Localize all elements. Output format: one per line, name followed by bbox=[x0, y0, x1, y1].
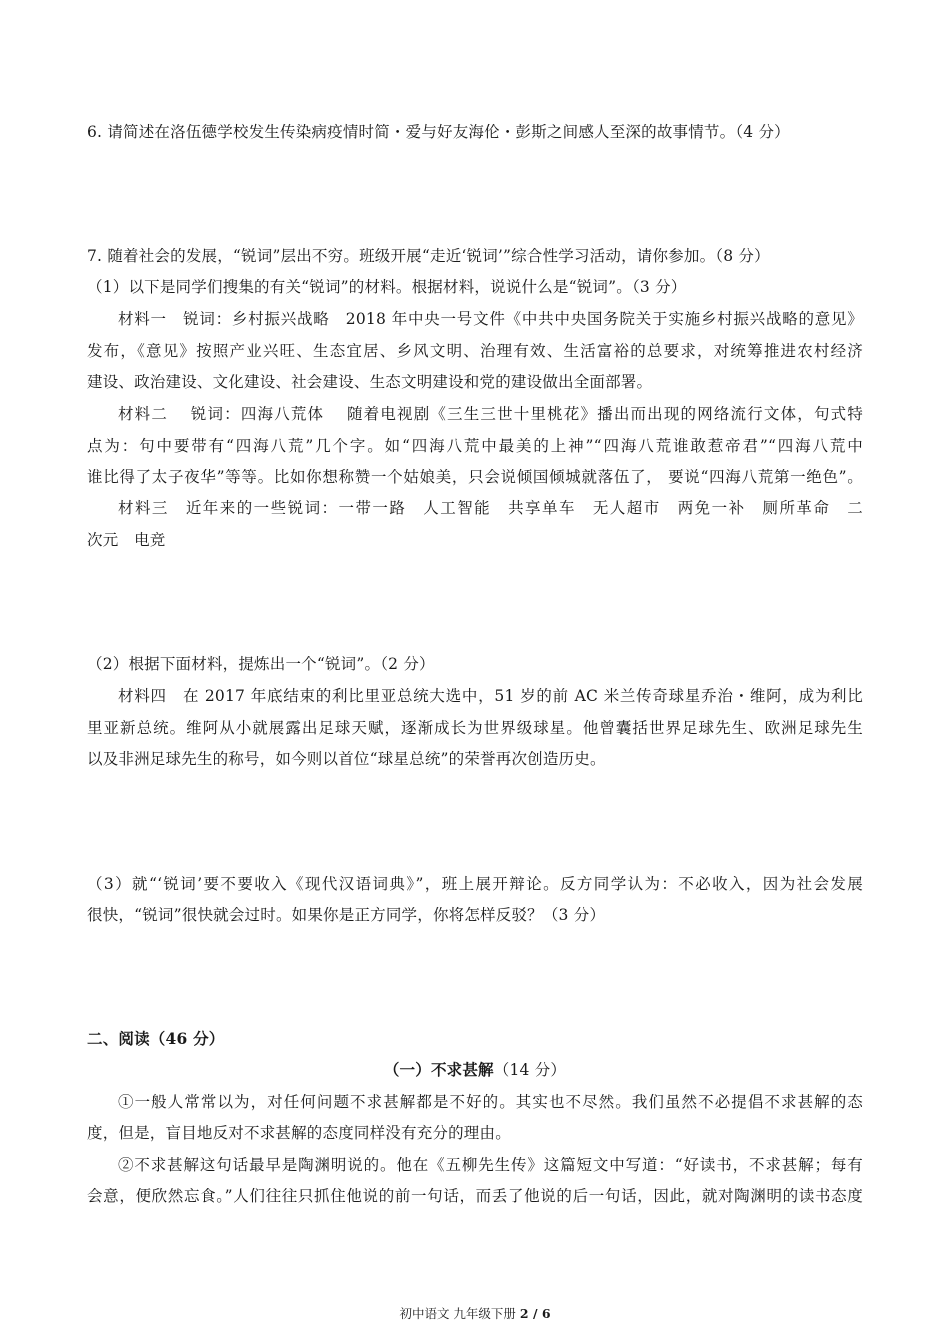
para1-line1: ①一般人常常以为，对任何问题不求甚解都是不好的。其实也不尽然。我们虽然不必提倡不求甚解的态 bbox=[118, 1093, 863, 1111]
material4-line1: 材料四 在 2017 年底结束的利比里亚总统大选中，51 岁的前 AC 米兰传奇球星乔治・维阿，成为利比 bbox=[118, 687, 863, 705]
material2-line2: 点为：句中要带有“四海八荒”几个字。如“四海八荒中最美的上神”“四海八荒谁敢惹帝君”“四海八荒中 bbox=[87, 437, 863, 455]
para1-line2: 度，但是，盲目地反对不求甚解的态度同样没有充分的理由。 bbox=[87, 1124, 511, 1142]
material1-line2: 发布，《意见》按照产业兴旺、生态宜居、乡风文明、治理有效、生活富裕的总要求，对统筹推进农村经济 bbox=[87, 342, 863, 360]
q6-text: 6. 请简述在洛伍德学校发生传染病疫情时简・爱与好友海伦・彭斯之间感人至深的故事情节。（4 分） bbox=[87, 123, 790, 141]
q7-part3-line1: （3）就“‘锐词’要不要收入《现代汉语词典》”，班上展开辩论。反方同学认为：不必收入，因为社会发展 bbox=[87, 875, 863, 893]
q7-part3-line2: 很快，“锐词”很快就会过时。如果你是正方同学，你将怎样反驳？（3 分） bbox=[87, 906, 606, 924]
q7-part2-prompt: （2）根据下面材料，提炼出一个“锐词”。（2 分） bbox=[87, 655, 435, 673]
material1-line1: 材料一 锐词：乡村振兴战略 2018 年中央一号文件《中共中央国务院关于实施乡村振兴战略的意见》 bbox=[118, 310, 863, 328]
material4-line3: 以及非洲足球先生的称号，如今则以首位“球星总统”的荣誉再次创造历史。 bbox=[87, 750, 606, 768]
section-heading: 二、阅读（46 分） bbox=[87, 1029, 225, 1048]
material2-line3: 谁比得了太子夜华”等等。比如你想称赞一个姑娘美，只会说倾国倾城就落伍了， 要说“四海八荒第一绝色”。 bbox=[87, 468, 863, 486]
para2-line2: 会意，便欣然忘食。”人们往往只抓住他说的前一句话，而丢了他说的后一句话，因此，就对陶渊明的读书态度 bbox=[87, 1187, 863, 1205]
material1-line3: 建设、政治建设、文化建设、社会建设、生态文明建设和党的建设做出全面部署。 bbox=[87, 373, 653, 391]
q7-part1-prompt: （1）以下是同学们搜集的有关“锐词”的材料。根据材料，说说什么是“锐词”。（3 分） bbox=[87, 278, 687, 296]
q7-title: 7. 随着社会的发展，“锐词”层出不穷。班级开展“走近‘锐词’”综合性学习活动，请你参加。（8 分） bbox=[87, 247, 770, 265]
material3-line2: 次元 电竞 bbox=[87, 531, 166, 549]
passage-title bbox=[0, 1059, 950, 1081]
page-number: 2 / 6 bbox=[519, 1306, 551, 1321]
page-footer bbox=[0, 1305, 950, 1323]
para2-line1: ②不求甚解这句话最早是陶渊明说的。他在《五柳先生传》这篇短文中写道：“好读书，不求甚解；每有 bbox=[118, 1156, 863, 1174]
material4-line2: 里亚新总统。维阿从小就展露出足球天赋，逐渐成长为世界级球星。他曾囊括世界足球先生、欧洲足球先生 bbox=[87, 719, 863, 737]
material3-line1: 材料三 近年来的一些锐词：一带一路 人工智能 共享单车 无人超市 两免一补 厕所革命 二 bbox=[118, 499, 863, 517]
passage-title-score: （14 分） bbox=[493, 1061, 567, 1079]
footer-text: 初中语文 九年级下册 bbox=[399, 1306, 520, 1321]
passage-title-text: （一）不求甚解 bbox=[383, 1060, 494, 1079]
material2-line1: 材料二 锐词：四海八荒体 随着电视剧《三生三世十里桃花》播出而出现的网络流行文体，句式特 bbox=[118, 405, 863, 423]
